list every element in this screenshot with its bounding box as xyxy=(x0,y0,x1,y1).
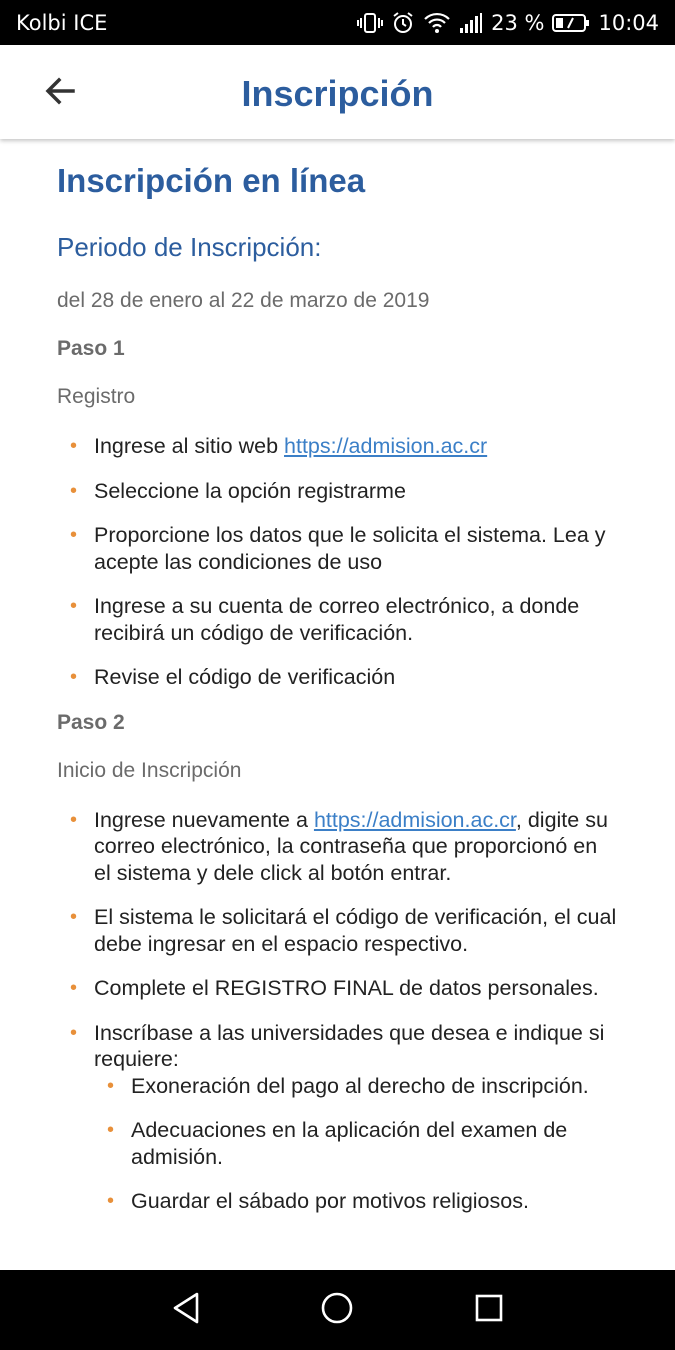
navigation-bar xyxy=(0,1270,675,1350)
nav-back-button[interactable] xyxy=(156,1280,216,1340)
status-bar xyxy=(0,0,675,45)
step1-list xyxy=(57,433,619,691)
period-label: Periodo de Inscripción: xyxy=(57,232,322,262)
list-item-text: Inscríbase a las universidades que desea e indique si requiere: xyxy=(94,1020,605,1071)
list-item: • Seleccione la opción registrarme xyxy=(57,478,619,505)
step1-title: Paso 1 xyxy=(57,337,125,360)
sub-list-item: • Guardar el sábado por motivos religiosos. xyxy=(94,1188,619,1215)
alarm-icon xyxy=(391,11,415,35)
admision-link[interactable]: https://admision.ac.cr xyxy=(313,807,516,832)
list-item xyxy=(57,807,619,887)
sub-list-item: • Adecuaciones en la aplicación del examen de admisión. xyxy=(94,1117,619,1170)
list-item-text: Ingrese nuevamente a xyxy=(94,807,314,832)
home-circle-icon xyxy=(320,1291,354,1330)
list-item xyxy=(57,1020,619,1215)
battery-percent: 23 % xyxy=(491,10,545,35)
list-item-text: , digite su correo electrónico, la contraseña que proporcionó en el sistema y dele click al botón entrar. xyxy=(94,807,608,885)
status-icons xyxy=(357,11,659,35)
content-scroll-area[interactable] xyxy=(0,139,675,1270)
list-item xyxy=(57,433,619,460)
sub-list xyxy=(94,1073,619,1215)
list-item: • El sistema le solicitará el código de verificación, el cual debe ingresar en el espacio respectivo. xyxy=(57,904,619,957)
list-item: • Ingrese a su cuenta de correo electrónico, a donde recibirá un código de verificación. xyxy=(57,593,619,646)
back-triangle-icon xyxy=(170,1291,202,1330)
recents-square-icon xyxy=(474,1293,504,1328)
admision-link[interactable]: https://admision.ac.cr xyxy=(284,434,488,458)
clock-time: 10:04 xyxy=(598,10,659,35)
section-heading: Inscripción en línea xyxy=(57,162,366,199)
period-dates: del 28 de enero al 22 de marzo de 2019 xyxy=(57,289,430,312)
list-item: • Proporcione los datos que le solicita el sistema. Lea y acepte las condiciones de uso xyxy=(57,522,619,575)
list-item: • Complete el REGISTRO FINAL de datos personales. xyxy=(57,975,619,1002)
step1-subtitle: Registro xyxy=(57,385,136,408)
carrier-name: Kolbi ICE xyxy=(16,10,108,35)
wifi-icon xyxy=(423,12,451,34)
battery-icon xyxy=(552,13,590,33)
step2-list xyxy=(57,807,619,1215)
list-item: • Revise el código de verificación xyxy=(57,664,619,691)
page-title: Inscripción xyxy=(241,73,434,114)
signal-icon xyxy=(459,12,483,34)
step2-subtitle: Inicio de Inscripción xyxy=(57,758,242,782)
nav-home-button[interactable] xyxy=(307,1280,367,1340)
sub-list-item: • Exoneración del pago al derecho de inscripción. xyxy=(94,1073,619,1100)
nav-recents-button[interactable] xyxy=(459,1280,519,1340)
step2-title: Paso 2 xyxy=(57,710,125,734)
app-bar xyxy=(0,45,675,139)
vibrate-icon xyxy=(357,12,383,34)
list-item-text: Ingrese al sitio web xyxy=(94,434,285,458)
